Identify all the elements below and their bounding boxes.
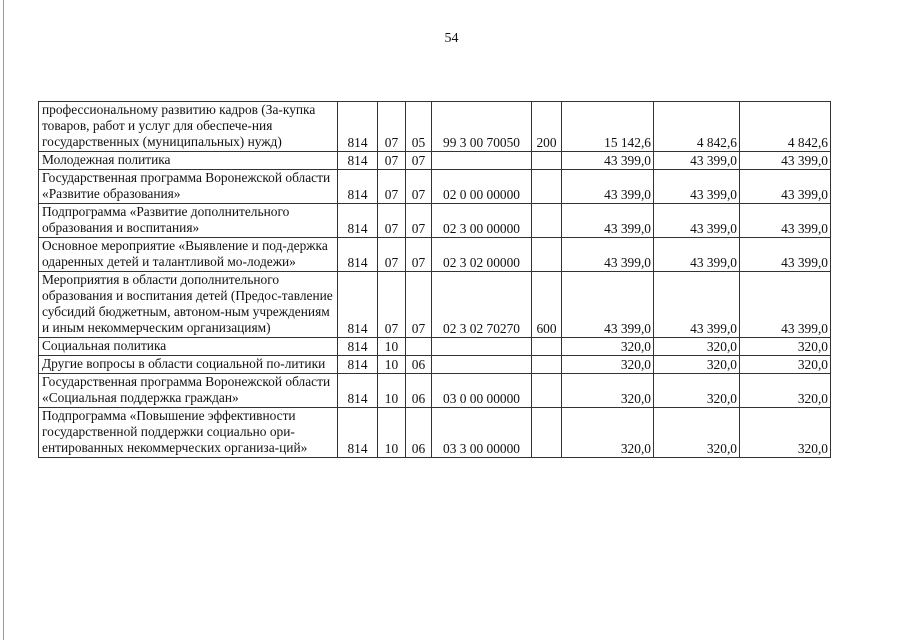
cell-amount-year2: 320,0 [654,338,740,356]
cell-name: Государственная программа Воронежской области «Социальная поддержка граждан» [39,374,338,408]
cell-name: Социальная политика [39,338,338,356]
table-row [39,170,831,204]
cell-amount-year3: 320,0 [740,338,831,356]
cell-expense-type [532,238,562,272]
cell-target-article: 02 0 00 00000 [432,170,532,204]
cell-name: Молодежная политика [39,152,338,170]
cell-section: 07 [378,102,406,152]
cell-target-article: 03 0 00 00000 [432,374,532,408]
table-row [39,272,831,338]
cell-expense-type [532,374,562,408]
cell-expense-type [532,338,562,356]
table-row [39,374,831,408]
cell-section: 10 [378,408,406,458]
cell-section: 10 [378,338,406,356]
cell-amount-year3: 43 399,0 [740,272,831,338]
cell-subsection: 07 [406,238,432,272]
table-row [39,204,831,238]
cell-target-article: 03 3 00 00000 [432,408,532,458]
cell-grbs: 814 [338,356,378,374]
cell-grbs: 814 [338,204,378,238]
cell-amount-year3: 320,0 [740,374,831,408]
cell-amount-year2: 320,0 [654,374,740,408]
cell-grbs: 814 [338,102,378,152]
cell-section: 10 [378,374,406,408]
cell-amount-year3: 43 399,0 [740,152,831,170]
cell-target-article [432,356,532,374]
cell-name: профессиональному развитию кадров (За-купка товаров, работ и услуг для обеспече-ния государственных (муниципальных) нужд) [39,102,338,152]
cell-amount-year1: 320,0 [562,408,654,458]
cell-name: Подпрограмма «Развитие дополнительного образования и воспитания» [39,204,338,238]
cell-amount-year2: 43 399,0 [654,152,740,170]
cell-target-article: 02 3 02 70270 [432,272,532,338]
cell-section: 07 [378,152,406,170]
table-row [39,356,831,374]
cell-amount-year1: 15 142,6 [562,102,654,152]
cell-expense-type [532,152,562,170]
cell-amount-year3: 43 399,0 [740,238,831,272]
table-row [39,408,831,458]
cell-amount-year2: 320,0 [654,408,740,458]
cell-amount-year2: 43 399,0 [654,238,740,272]
budget-table [38,101,831,458]
cell-grbs: 814 [338,374,378,408]
cell-target-article: 02 3 00 00000 [432,204,532,238]
cell-target-article: 02 3 02 00000 [432,238,532,272]
cell-expense-type [532,170,562,204]
cell-expense-type [532,356,562,374]
cell-amount-year3: 43 399,0 [740,170,831,204]
cell-name: Мероприятия в области дополнительного образования и воспитания детей (Предос-тавление субсидий бюджетным, автоном-ным учреждениям и иным некоммерческим организациям) [39,272,338,338]
cell-target-article [432,338,532,356]
table-row [39,102,831,152]
cell-section: 07 [378,204,406,238]
cell-name: Подпрограмма «Повышение эффективности государственной поддержки социально ори-ентированных некоммерческих организа-ций» [39,408,338,458]
cell-grbs: 814 [338,338,378,356]
table-row [39,152,831,170]
cell-expense-type [532,408,562,458]
cell-subsection [406,338,432,356]
cell-target-article: 99 3 00 70050 [432,102,532,152]
cell-subsection: 06 [406,374,432,408]
page-number: 54 [444,31,459,46]
cell-section: 10 [378,356,406,374]
cell-amount-year1: 43 399,0 [562,170,654,204]
cell-subsection: 06 [406,356,432,374]
cell-amount-year1: 320,0 [562,356,654,374]
cell-expense-type: 200 [532,102,562,152]
cell-subsection: 07 [406,204,432,238]
cell-subsection: 07 [406,170,432,204]
cell-grbs: 814 [338,170,378,204]
cell-amount-year1: 43 399,0 [562,204,654,238]
cell-section: 07 [378,272,406,338]
cell-amount-year1: 320,0 [562,374,654,408]
cell-amount-year3: 320,0 [740,408,831,458]
cell-subsection: 05 [406,102,432,152]
cell-grbs: 814 [338,238,378,272]
cell-subsection: 06 [406,408,432,458]
cell-grbs: 814 [338,408,378,458]
cell-amount-year1: 320,0 [562,338,654,356]
cell-name: Другие вопросы в области социальной по-литики [39,356,338,374]
cell-amount-year2: 43 399,0 [654,272,740,338]
cell-amount-year2: 4 842,6 [654,102,740,152]
budget-table-body [39,102,831,458]
cell-section: 07 [378,170,406,204]
table-row [39,238,831,272]
cell-grbs: 814 [338,152,378,170]
cell-expense-type: 600 [532,272,562,338]
cell-subsection: 07 [406,152,432,170]
cell-amount-year2: 43 399,0 [654,170,740,204]
cell-name: Государственная программа Воронежской области «Развитие образования» [39,170,338,204]
cell-name: Основное мероприятие «Выявление и под-держка одаренных детей и талантливой мо-лодежи» [39,238,338,272]
cell-subsection: 07 [406,272,432,338]
cell-amount-year2: 43 399,0 [654,204,740,238]
cell-amount-year3: 43 399,0 [740,204,831,238]
cell-section: 07 [378,238,406,272]
cell-expense-type [532,204,562,238]
cell-amount-year1: 43 399,0 [562,152,654,170]
cell-amount-year1: 43 399,0 [562,272,654,338]
cell-amount-year1: 43 399,0 [562,238,654,272]
scan-edge-line [3,0,4,640]
cell-target-article [432,152,532,170]
cell-amount-year2: 320,0 [654,356,740,374]
cell-grbs: 814 [338,272,378,338]
cell-amount-year3: 4 842,6 [740,102,831,152]
table-row [39,338,831,356]
cell-amount-year3: 320,0 [740,356,831,374]
